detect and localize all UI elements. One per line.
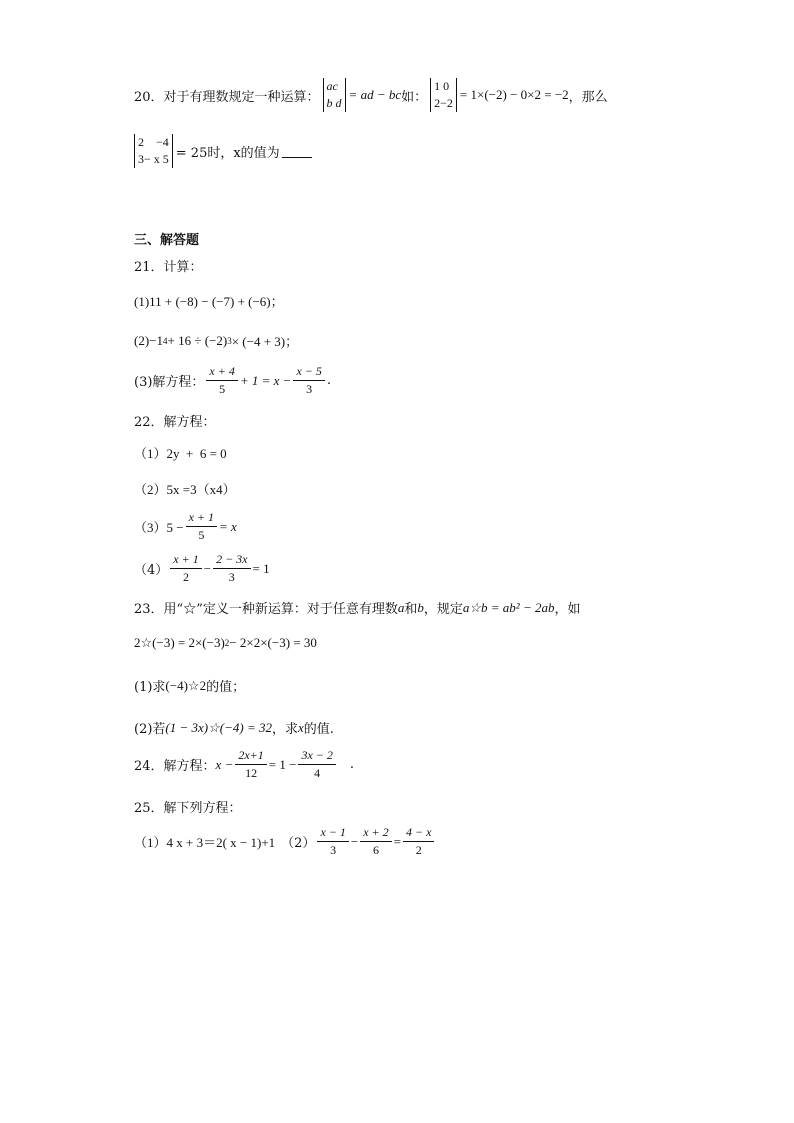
q21-part1: (1)11 + (−8) − (−7) + (−6)； [134,294,284,309]
section-heading: 三、解答题 [134,233,200,248]
fraction: $\frac{x - 1}{3}$ [317,825,348,858]
q20-definition-rhs: = ad − bc [348,87,402,102]
q24: 24．解方程： x − $\frac{2x+1}{12}$ = 1 − $\frac{3x - 2}{4}$ . [134,748,355,780]
answer-blank[interactable] [282,145,312,158]
q23-example: 2☆(−3) = 2×(−3) 2 − 2×2×(−3) = 30 [134,635,317,650]
q22-part2: （2）5x =3（x4） [134,482,236,497]
fraction: $\frac{x + 1}{5}$ [186,510,217,543]
fraction: $\frac{4 - x}{2}$ [403,825,434,858]
q21-part2: (2)−1 4 + 16 ÷ (−2) 3 × (−4 + 3)； [134,332,299,349]
fraction: $\frac{x + 4}{5}$ [206,364,237,397]
fraction: $\frac{x + 2}{6}$ [360,825,391,858]
q21-part3: (3)解方程： $\frac{x + 4}{5}$ + 1 = x − $\frac{x - 5}{3}$ . [134,364,332,396]
q20-ru: 如： [401,89,428,105]
determinant-definition: ac b d [323,78,346,112]
fraction: $\frac{x - 5}{3}$ [293,364,324,397]
determinant-example: 1 0 2−2 [430,78,457,112]
fraction: $\frac{2x+1}{12}$ [235,748,266,781]
q21-label: 21．计算： [134,260,203,275]
q22-label: 22．解方程： [134,415,216,430]
fraction: $\frac{3x - 2}{4}$ [298,748,335,781]
q20-label: 20．对于有理数规定一种运算： [134,89,320,105]
q23-part1: (1)求 (−4)☆2 的值； [134,677,246,695]
determinant-question: 2 −4 3− x 5 [134,134,173,168]
fraction: $\frac{x + 1}{2}$ [170,552,201,585]
q25-label: 25．解下列方程： [134,801,242,816]
q20-then: ，那么 [568,89,608,105]
q20-line2 [134,134,312,168]
q22-part3: （3）5 − $\frac{x + 1}{5}$ = x [134,510,237,542]
q20-example-rhs: = 1×(−2) − 0×2 = −2 [459,87,569,102]
q20-line1 [134,78,608,112]
q25-parts: （1）4 x + 3＝2( x − 1)+1 （2） $\frac{x - 1}{3}$ − $\frac{x + 2}{6}$ = $\frac{4 - x}{2}$ [134,825,436,858]
q23-intro: 23．用“☆”定义一种新运算：对于任意有理数 a 和 b ，规定 a☆b = ab² − 2ab ，如 [134,599,581,617]
q20-condition: = 25时，x的值为 [175,145,280,161]
q22-part4: （4） $\frac{x + 1}{2}$ − $\frac{2 - 3x}{3}$ = 1 [134,552,270,584]
q23-part2: (2)若 (1 − 3x)☆(−4) = 32 ，求 x 的值. [134,719,334,737]
fraction: $\frac{2 - 3x}{3}$ [213,552,250,585]
q22-part1: （1）2y + 6 = 0 [134,446,227,461]
